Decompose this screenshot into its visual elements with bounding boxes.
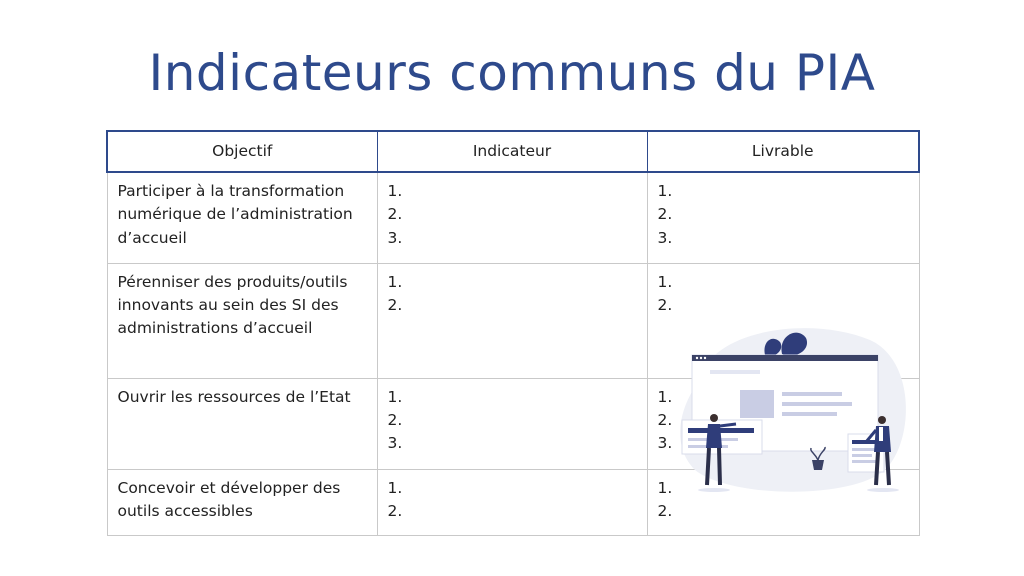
objective-cell: Ouvrir les ressources de l’Etat (107, 378, 377, 469)
indicator-cell (377, 378, 647, 469)
indicator-cell (377, 469, 647, 535)
list-item: 3. (657, 228, 673, 247)
indicator-cell (377, 263, 647, 378)
list-item: 1. (657, 272, 673, 291)
list-item: 1. (657, 387, 673, 406)
list-item: 2. (657, 410, 673, 429)
list-item: 2. (657, 205, 673, 224)
list-item: 3. (387, 228, 403, 247)
list-item: 1. (387, 478, 403, 497)
web-team-icon (670, 320, 915, 500)
slide-title: Indicateurs communs du PIA (148, 44, 876, 102)
list-item: 2. (657, 295, 673, 314)
table-row (107, 172, 919, 263)
table-header-row (107, 131, 919, 172)
objective-cell: Pérenniser des produits/outils innovants au sein des SI des administrations d’accueil (107, 263, 377, 378)
deliverable-cell (647, 172, 919, 263)
list-item: 1. (387, 182, 403, 200)
list-item: 2. (657, 501, 673, 520)
list-item: 1. (387, 387, 403, 406)
list-item: 1. (657, 182, 673, 200)
list-item: 2. (387, 410, 403, 429)
list-item: 2. (387, 501, 403, 520)
header-indicateur: Indicateur (377, 131, 647, 172)
list-item: 1. (387, 272, 403, 291)
header-objectif: Objectif (107, 131, 377, 172)
objective-cell: Concevoir et développer des outils accessibles (107, 469, 377, 535)
list-item: 2. (387, 295, 403, 314)
list-item: 3. (657, 434, 673, 452)
list-item: 3. (387, 434, 403, 452)
list-item: 2. (387, 205, 403, 224)
indicator-cell (377, 172, 647, 263)
list-item: 1. (657, 478, 673, 497)
header-livrable: Livrable (647, 131, 919, 172)
objective-cell: Participer à la transformation numérique de l’administration d’accueil (107, 172, 377, 263)
